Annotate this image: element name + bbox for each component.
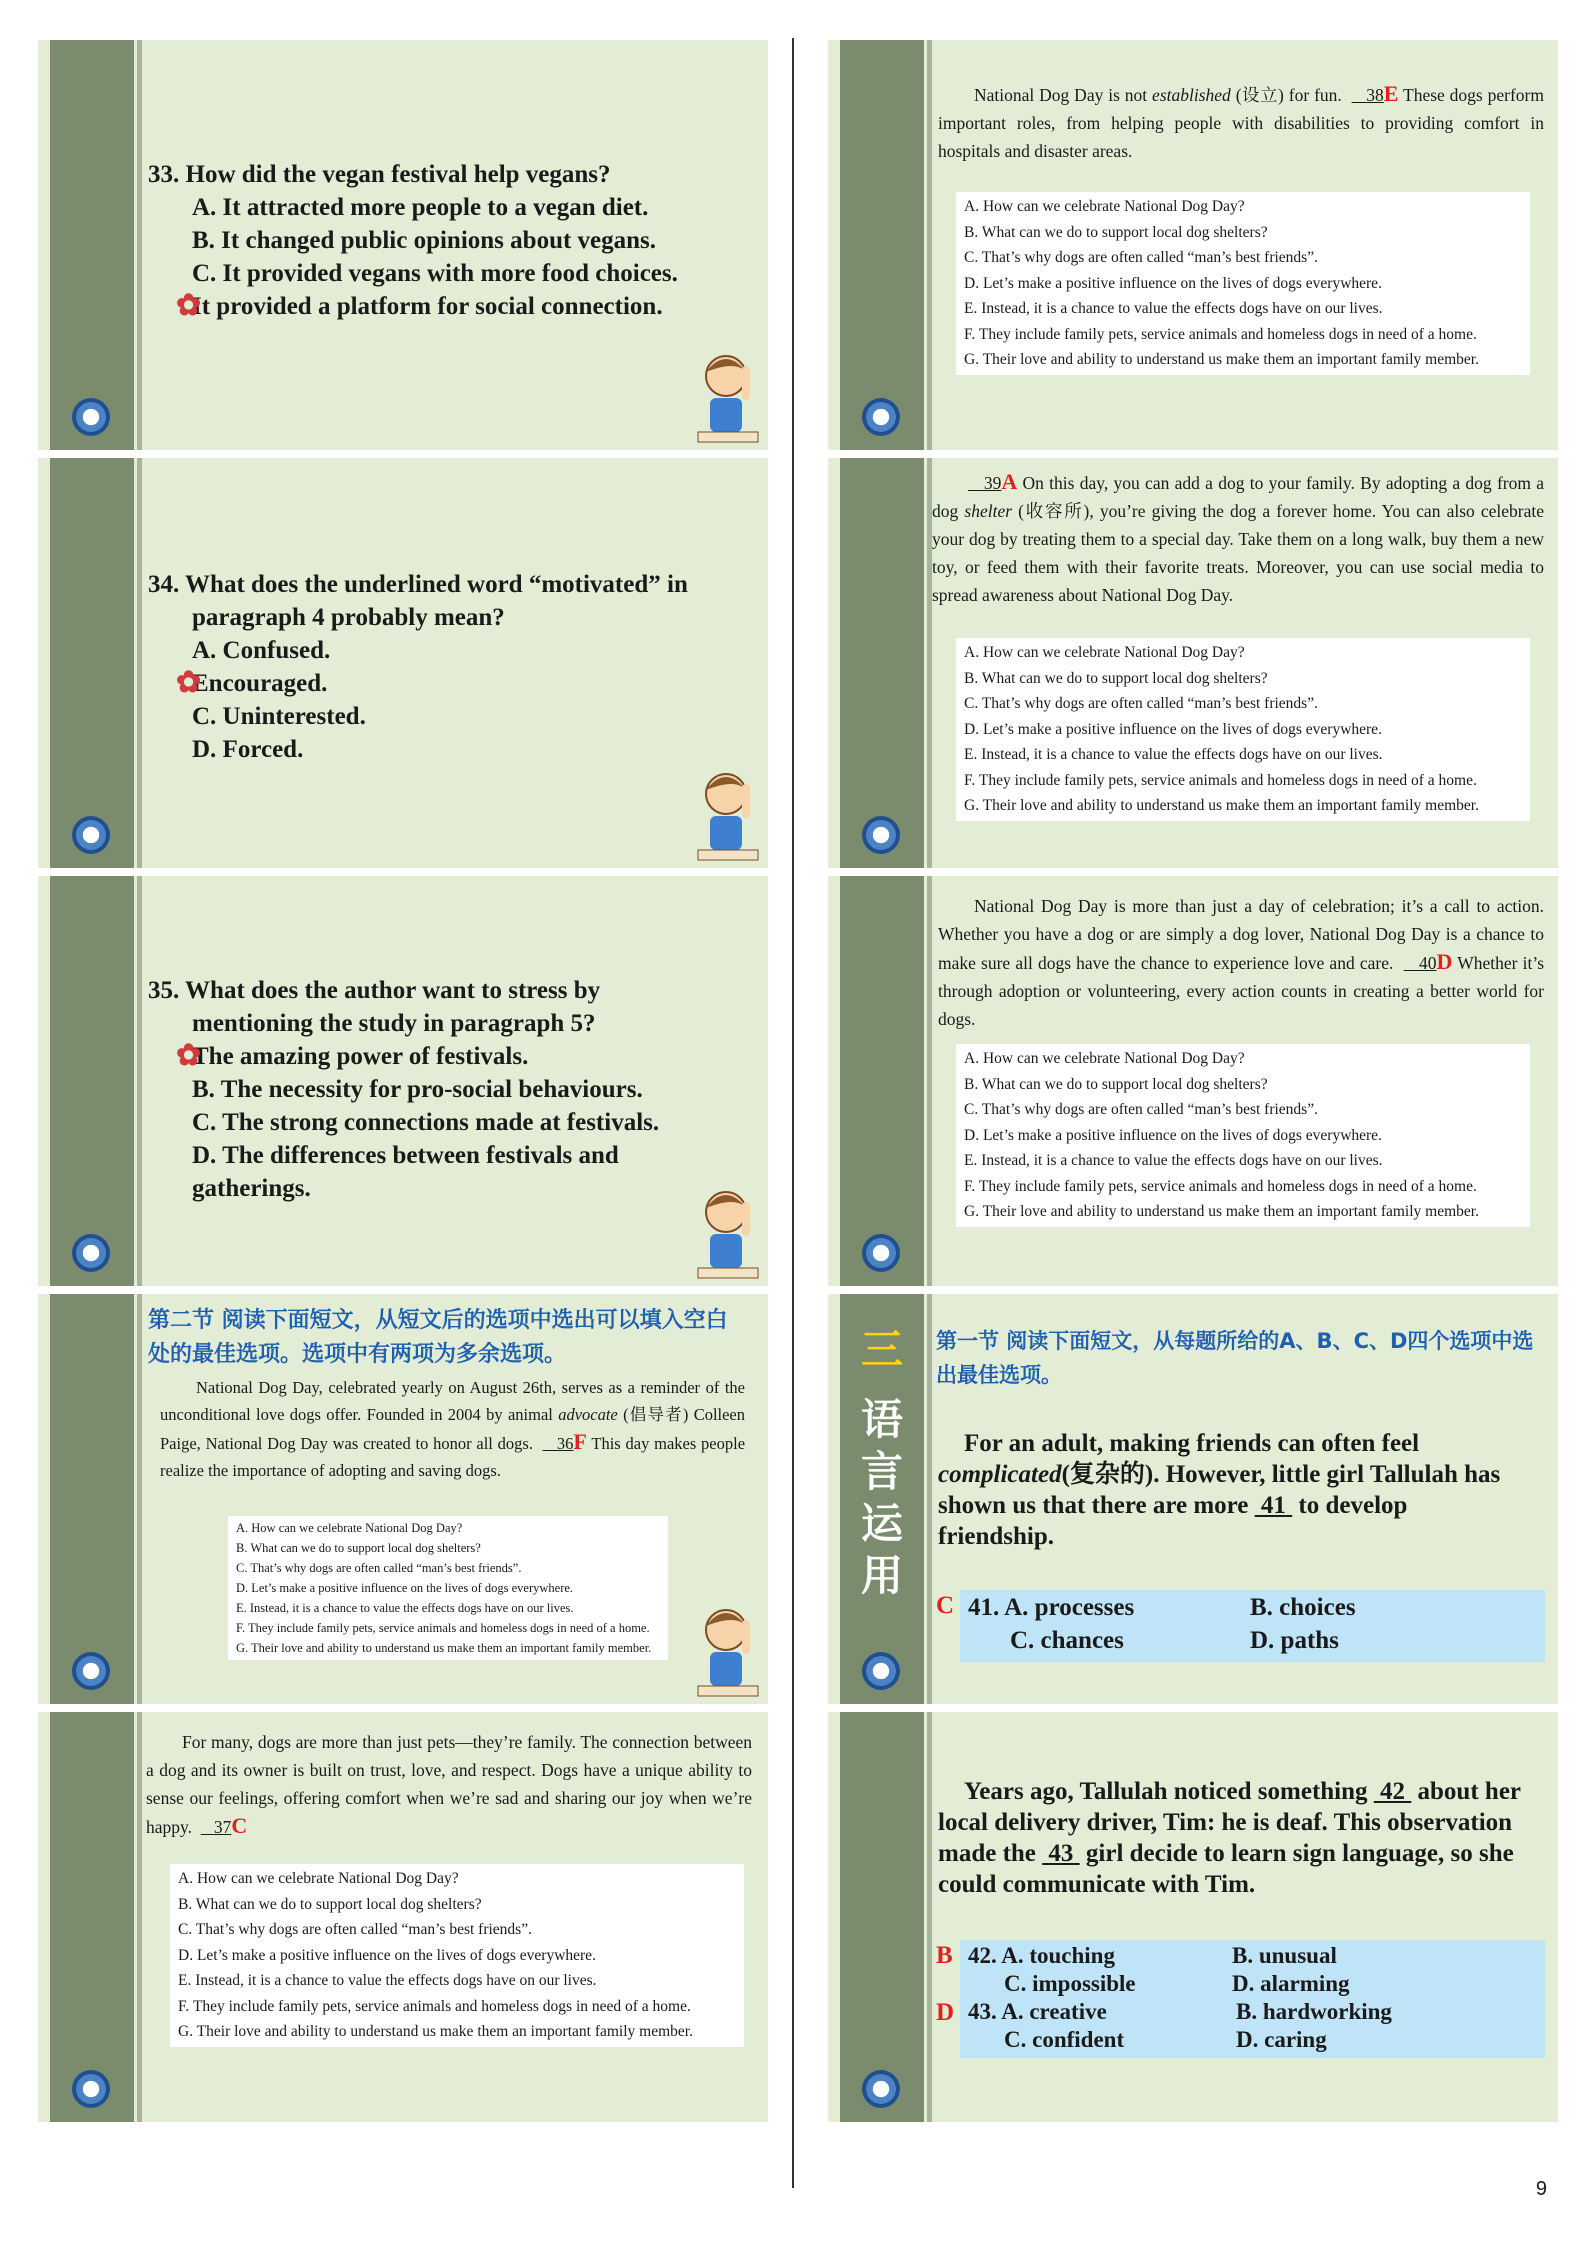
question-33: [148, 158, 678, 323]
option-item: D. Let’s make a positive influence on the lives of dogs everywhere.: [964, 720, 1382, 738]
side-bar: [840, 1712, 924, 2122]
school-logo-icon: [862, 1652, 900, 1690]
option-b-answer: [148, 667, 688, 700]
answer-36: F: [573, 1429, 587, 1454]
option-list: [956, 638, 1530, 821]
option-item: D. Let’s make a positive influence on the lives of dogs everywhere.: [964, 1126, 1382, 1144]
passage-42-43: [938, 1776, 1528, 1900]
part-title: [840, 1324, 924, 1602]
option-item: A. How can we celebrate National Dog Day?: [964, 1050, 1245, 1067]
school-logo-icon: [862, 1234, 900, 1272]
option-item: B. What can we do to support local dog shelters?: [236, 1541, 481, 1555]
slide-q35: [38, 876, 768, 1286]
passage-text: For an adult, making friends can often feel: [964, 1430, 1420, 1457]
question-stem-cont: mentioning the study in paragraph 5?: [192, 1010, 596, 1037]
slide-q33: [38, 40, 768, 450]
page-number: 9: [1535, 2178, 1547, 2200]
passage-text: National Dog Day, celebrated yearly on August 26th, serves as a reminder of the unconditional love dogs offer. Founded in 2004 by animal: [160, 1378, 745, 1424]
passage-text: On this day, you can add a dog to your family. By adopting a dog from a dog: [932, 473, 1545, 521]
slide-q41: [828, 1294, 1558, 1704]
option-item: B. What can we do to support local dog shelters?: [964, 223, 1268, 241]
school-logo-icon: [862, 816, 900, 854]
passage-text: This day makes people realize the importance of adopting and saving dogs.: [160, 1434, 746, 1480]
choice-43d: D. caring: [1236, 2027, 1327, 2052]
passage-text: National Dog Day is not: [974, 85, 1148, 105]
option-item: G. Their love and ability to understand us make them an important family member.: [236, 1641, 652, 1655]
question-stem-cont: paragraph 4 probably mean?: [192, 604, 505, 631]
part-numeral: 三: [860, 1325, 903, 1374]
title-char: 语: [860, 1395, 903, 1444]
cn-gloss: (收容所): [1018, 501, 1090, 521]
school-logo-icon: [72, 2070, 110, 2108]
option-item: E. Instead, it is a chance to value the effects dogs have on our lives.: [964, 1152, 1383, 1169]
title-char: 用: [860, 1551, 903, 1600]
blank-42: 42: [1380, 1778, 1406, 1805]
italic-word: established: [1152, 85, 1231, 105]
student-cartoon-icon: [692, 758, 762, 868]
blank-41: 41: [1260, 1492, 1286, 1519]
option-item: B. What can we do to support local dog shelters?: [178, 1895, 482, 1913]
side-bar: [50, 40, 134, 450]
choices-41: [960, 1590, 1545, 1662]
passage-37: [146, 1728, 752, 1841]
option-item: B. What can we do to support local dog shelters?: [964, 1075, 1268, 1093]
passage-41: [938, 1428, 1528, 1552]
option-c: C. It provided vegans with more food choices.: [192, 260, 678, 287]
choice-43a: 43. A. creative: [968, 1999, 1107, 2024]
passage-text: to develop friendship.: [938, 1492, 1408, 1550]
choice-b: B. choices: [1250, 1594, 1356, 1621]
choice-42b: B. unusual: [1232, 1943, 1337, 1968]
side-bar: [50, 1294, 134, 1704]
passage-text: , you’re giving the dog a forever home. You can also celebrate your dog by treating them to a special day. Take them on a long walk, buy them a new toy, or feed them with their favorite treats. Moreover, you can use social media to spread awareness about National Dog Day.: [932, 501, 1545, 605]
option-list: [170, 1864, 744, 2047]
answer-38: E: [1383, 81, 1399, 106]
option-a: A. It attracted more people to a vegan diet.: [192, 194, 649, 221]
choice-c: C. chances: [1010, 1627, 1124, 1654]
student-cartoon-icon: [692, 1594, 762, 1704]
option-b: B. It changed public opinions about vegans.: [192, 227, 657, 254]
option-item: C. That’s why dogs are often called “man’s best friends”.: [236, 1561, 522, 1575]
flower-answer-icon: ✿: [176, 289, 202, 322]
option-item: E. Instead, it is a chance to value the effects dogs have on our lives.: [964, 746, 1383, 763]
question-stem: 35. What does the author want to stress by: [148, 977, 601, 1004]
option-item: A. How can we celebrate National Dog Day?: [964, 198, 1245, 215]
cn-gloss: (复杂的).: [1061, 1461, 1160, 1488]
choice-d: D. paths: [1250, 1627, 1339, 1654]
option-item: D. Let’s make a positive influence on the lives of dogs everywhere.: [178, 1946, 596, 1964]
flower-answer-icon: ✿: [176, 1039, 202, 1072]
italic-word: shelter: [964, 501, 1013, 521]
option-c: C. The strong connections made at festivals.: [192, 1109, 660, 1136]
option-c: C. Uninterested.: [192, 703, 366, 730]
option-list: [956, 1044, 1530, 1227]
side-bar: [840, 40, 924, 450]
school-logo-icon: [862, 2070, 900, 2108]
option-item: C. That’s why dogs are often called “man’s best friends”.: [964, 1101, 1318, 1118]
blank-39: 39: [983, 473, 1002, 493]
blank-43: 43: [1048, 1840, 1074, 1867]
option-item: C. That’s why dogs are often called “man’s best friends”.: [178, 1921, 532, 1938]
cn-gloss: (设立): [1235, 85, 1284, 105]
option-d: D. Forced.: [192, 736, 304, 763]
italic-word: complicated: [938, 1461, 1062, 1488]
choice-42d: D. alarming: [1232, 1971, 1350, 1996]
option-item: C. That’s why dogs are often called “man’s best friends”.: [964, 249, 1318, 266]
flower-answer-icon: ✿: [176, 666, 202, 699]
italic-word: advocate: [558, 1405, 618, 1424]
passage-text: National Dog Day is more than just a day of celebration; it’s a call to action. Whether you have a dog or are simply a dog lover, National Dog Day is a chance to make sure all dogs have the chance to experience love and care.: [938, 896, 1544, 973]
school-logo-icon: [72, 1234, 110, 1272]
slide-q40: [828, 876, 1558, 1286]
blank-36: 36: [556, 1434, 574, 1453]
option-item: D. Let’s make a positive influence on the lives of dogs everywhere.: [236, 1581, 574, 1595]
answer-37: C: [231, 1813, 248, 1838]
option-item: F. They include family pets, service animals and homeless dogs in need of a home.: [964, 771, 1477, 789]
choice-43c: C. confident: [1004, 2027, 1125, 2052]
option-item: A. How can we celebrate National Dog Day?: [178, 1870, 459, 1887]
side-bar: [840, 876, 924, 1286]
slide-q34: [38, 458, 768, 868]
slide-q42-43: [828, 1712, 1558, 2122]
passage-38: [938, 80, 1544, 165]
question-34: [148, 568, 688, 766]
option-item: G. Their love and ability to understand us make them an important family member.: [178, 2023, 693, 2040]
answer-40: D: [1436, 949, 1453, 974]
student-cartoon-icon: [692, 340, 762, 450]
option-item: E. Instead, it is a chance to value the effects dogs have on our lives.: [178, 1972, 597, 1989]
option-d-answer: [148, 290, 678, 323]
option-d-cont: gatherings.: [192, 1175, 311, 1202]
school-logo-icon: [72, 816, 110, 854]
choices-42-43: [960, 1940, 1545, 2058]
school-logo-icon: [72, 398, 110, 436]
blank-38: 38: [1366, 85, 1384, 105]
option-a: A. Confused.: [192, 637, 331, 664]
passage-text: Years ago, Tallulah noticed something: [964, 1778, 1368, 1805]
title-char: 言: [860, 1447, 903, 1496]
student-cartoon-icon: [692, 1176, 762, 1286]
option-item: F. They include family pets, service animals and homeless dogs in need of a home.: [178, 1997, 691, 2015]
option-list: [228, 1516, 668, 1660]
section-heading: 第二节 阅读下面短文，从短文后的选项中选出可以填入空白处的最佳选项。选项中有两项为多余选项。: [148, 1308, 728, 1367]
choice-a: 41. A. processes: [968, 1594, 1135, 1621]
choice-42a: 42. A. touching: [968, 1943, 1115, 1968]
option-list: [956, 192, 1530, 375]
slide-q38: [828, 40, 1558, 450]
passage-text: For many, dogs are more than just pets—they’re family. The connection between a dog and its owner is built on trust, love, and respect. Dogs have a unique ability to sense our feelings, offering comfort when we’re sad and sharing our joy when we’re happy.: [146, 1732, 752, 1837]
side-bar: [50, 1712, 134, 2122]
option-b: B. The necessity for pro-social behaviours.: [192, 1076, 643, 1103]
question-35: [148, 974, 659, 1205]
option-item: G. Their love and ability to understand us make them an important family member.: [964, 1203, 1479, 1220]
side-bar: [50, 876, 134, 1286]
option-item: G. Their love and ability to understand us make them an important family member.: [964, 797, 1479, 814]
center-divider: [792, 38, 794, 2188]
option-item: D. Let’s make a positive influence on the lives of dogs everywhere.: [964, 274, 1382, 292]
side-bar: [50, 458, 134, 868]
option-b-text: Encouraged.: [192, 670, 328, 697]
passage-40: [938, 892, 1544, 1033]
option-item: E. Instead, it is a chance to value the effects dogs have on our lives.: [236, 1601, 574, 1615]
option-item: A. How can we celebrate National Dog Day?: [236, 1521, 463, 1535]
passage-text: Colleen Paige, National Dog Day was created to honor all dogs.: [160, 1405, 746, 1453]
option-item: B. What can we do to support local dog shelters?: [964, 669, 1268, 687]
cn-gloss: (倡导者): [623, 1405, 689, 1424]
side-bar: [840, 458, 924, 868]
mark-43: D: [936, 1999, 955, 2026]
passage-36: [160, 1374, 745, 1484]
option-item: F. They include family pets, service animals and homeless dogs in need of a home.: [236, 1621, 650, 1635]
blank-37: 37: [213, 1817, 232, 1837]
passage-text: These dogs perform important roles, from helping people with disabilities to providing comfort in hospitals and disaster areas.: [938, 85, 1544, 161]
mark-42: B: [936, 1942, 953, 1969]
option-a-text: The amazing power of festivals.: [192, 1043, 529, 1070]
slide-q39: [828, 458, 1558, 868]
passage-text: for fun.: [1288, 85, 1342, 105]
passage-text: about her local delivery driver, Tim: he is deaf. This observation made the: [938, 1778, 1521, 1867]
school-logo-icon: [72, 1652, 110, 1690]
option-item: F. They include family pets, service animals and homeless dogs in need of a home.: [964, 1177, 1477, 1195]
option-a-answer: [148, 1040, 659, 1073]
option-item: E. Instead, it is a chance to value the effects dogs have on our lives.: [964, 300, 1383, 317]
choice-42c: C. impossible: [1004, 1971, 1136, 1996]
option-item: F. They include family pets, service animals and homeless dogs in need of a home.: [964, 325, 1477, 343]
slide-q36: [38, 1294, 768, 1704]
passage-text: girl decide to learn sign language, so she could communicate with Tim.: [938, 1840, 1514, 1898]
section-heading: 第一节 阅读下面短文，从每题所给的A、B、C、D四个选项中选出最佳选项。: [936, 1329, 1534, 1387]
blank-40: 40: [1419, 953, 1437, 973]
passage-text: However, little girl Tallulah has shown us that there are more: [938, 1461, 1501, 1519]
option-item: C. That’s why dogs are often called “man’s best friends”.: [964, 695, 1318, 712]
option-d: D. The differences between festivals and: [192, 1142, 619, 1169]
option-item: G. Their love and ability to understand us make them an important family member.: [964, 351, 1479, 368]
answer-39: A: [1001, 469, 1018, 494]
question-stem: 33. How did the vegan festival help vegans?: [148, 161, 611, 188]
slide-q37: [38, 1712, 768, 2122]
question-stem: 34. What does the underlined word “motivated” in: [148, 571, 688, 598]
passage-text: Whether it’s through adoption or volunteering, every action counts in creating a better world for dogs.: [938, 953, 1545, 1029]
school-logo-icon: [862, 398, 900, 436]
choice-43b: B. hardworking: [1236, 1999, 1392, 2024]
passage-39: [932, 468, 1544, 609]
option-item: A. How can we celebrate National Dog Day?: [964, 644, 1245, 661]
mark-41: C: [936, 1592, 955, 1619]
option-d-text: It provided a platform for social connection.: [192, 293, 663, 320]
title-char: 运: [860, 1499, 903, 1548]
